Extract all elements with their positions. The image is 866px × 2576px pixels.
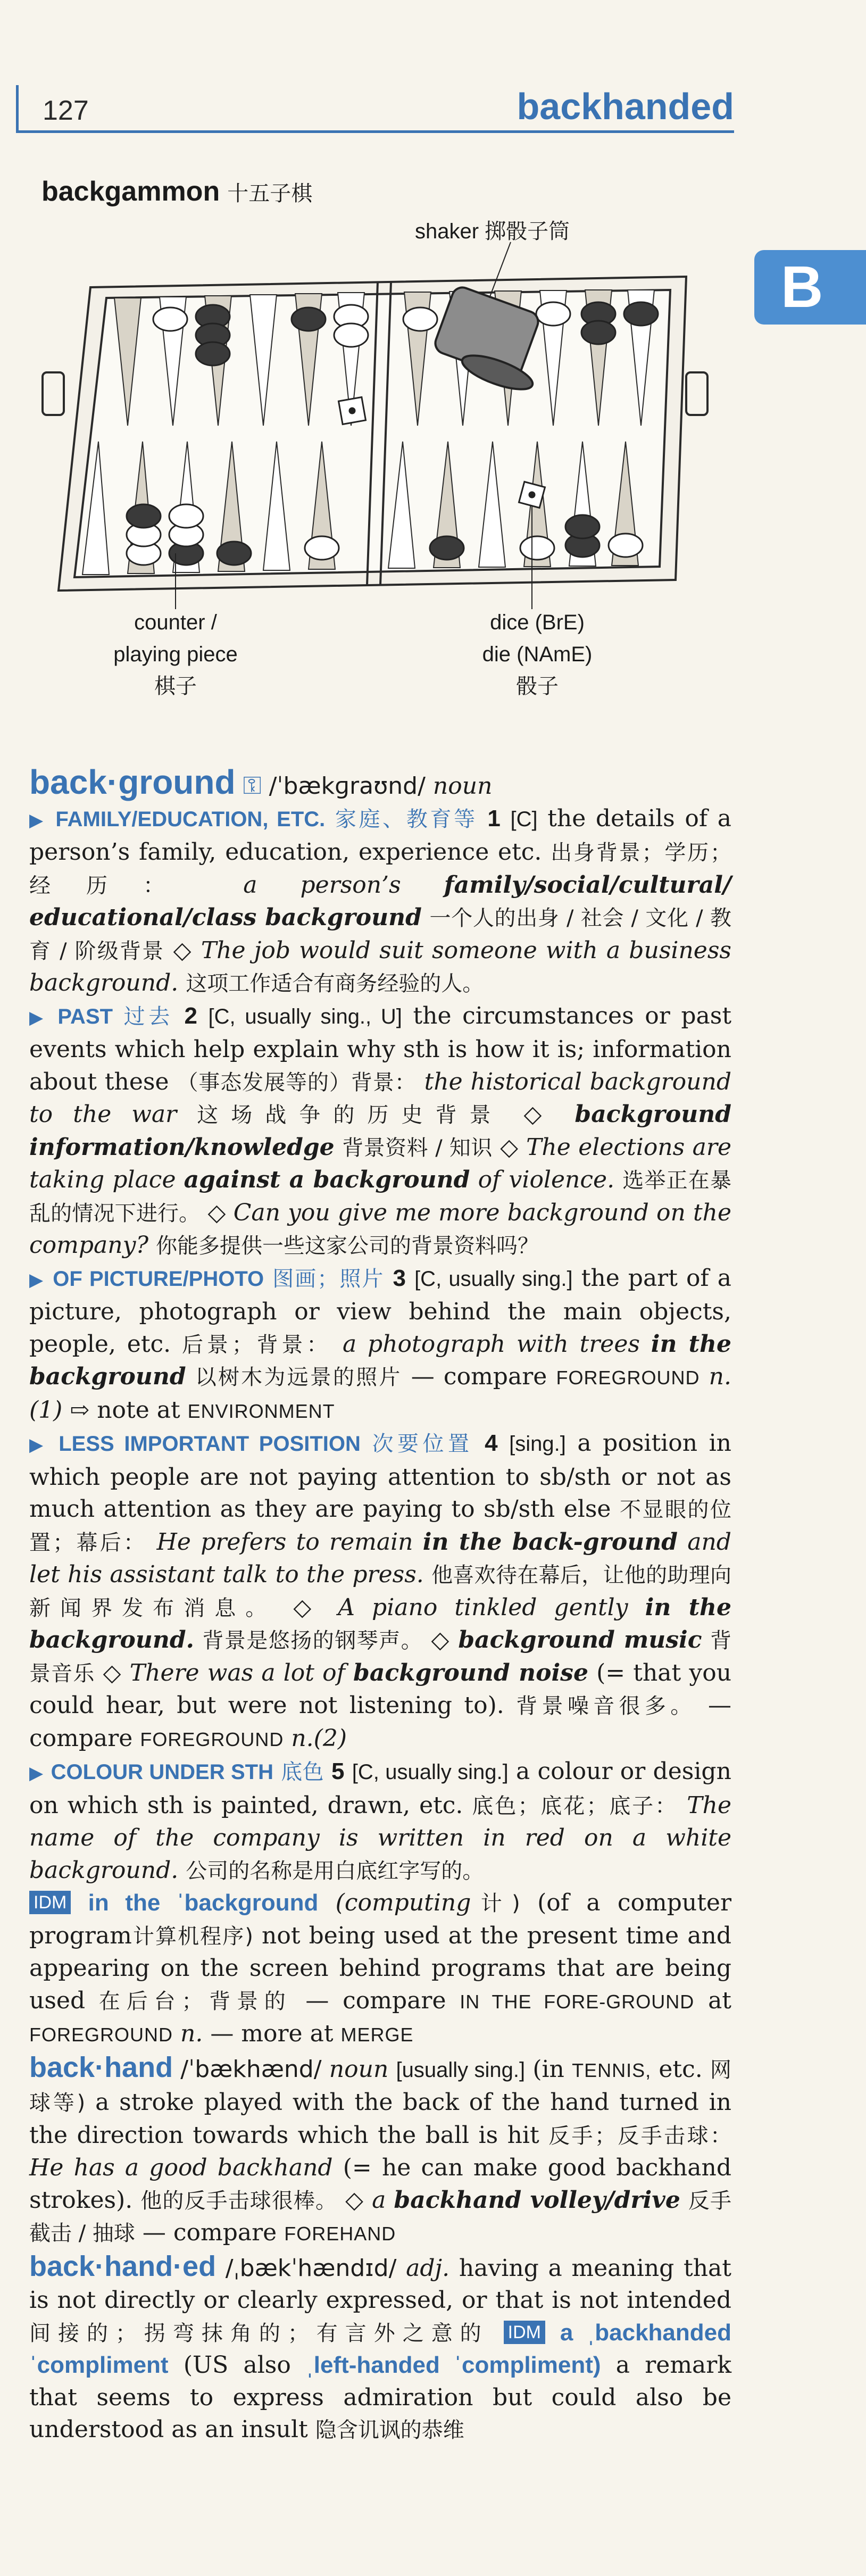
entry-background <box>29 763 732 2051</box>
grammar-code: [C] <box>510 807 538 831</box>
cross-reference-sense: n.(2) <box>291 1724 347 1752</box>
grammar-code: [C, usually sing.] <box>414 1267 573 1291</box>
definition-zh: 反手；反手击球： <box>548 2123 731 2148</box>
board-handle-left <box>43 372 64 415</box>
idiom-in-the-background <box>29 1887 731 2051</box>
definition: having a meaning that is not directly or clearly expressed, or that is not intended <box>29 2254 731 2314</box>
sense-arrow-icon: ▶ <box>29 1269 45 1291</box>
cross-reference-link[interactable]: TENNIS, <box>572 2059 652 2081</box>
idiom-definition: a remark that seems to express admiration but could also be understood as an insult <box>29 2351 731 2443</box>
sense-tag: OF PICTURE/PHOTO <box>53 1267 264 1291</box>
part-of-speech: adj. <box>406 2254 450 2282</box>
grammar-code: [C, usually sing.] <box>352 1760 509 1784</box>
example-zh: 选举正在暴乱的情况下进行。 <box>29 1168 731 1226</box>
example-collocation: backhand volley/drive <box>394 2186 680 2214</box>
sense-4: ▶ LESS IMPORTANT POSITION 次要位置 4 [sing.] a position in which people are not paying attention to sb/sth or not as much attention as they are paying to sb/sth else 不显眼的位置；幕后： He prefers to remain in the back-ground and let his assistant talk to the press. 他喜欢待在幕后，让他的助理向新闻界发布消息。 ◇ A piano tinkled gently in the background. 背景是悠扬的钢琴声。 ◇ background music 背景音乐 ◇ There was a lot of background noise (= that you could hear, but were not listening to). 背景噪音很多。 — compare FOREGROUND n.(2) <box>29 1430 732 1752</box>
idiom-definition-zh: 隐含讥讽的恭维 <box>315 2418 464 2442</box>
example: He prefers to remain <box>156 1528 413 1556</box>
sense-tag-zh: 图画；照片 <box>272 1266 385 1291</box>
guide-word: backhanded <box>517 86 734 127</box>
example-zh: 他的反手击球很棒。 <box>140 2188 338 2213</box>
thumb-index-tab: B <box>754 250 866 325</box>
cross-reference: — compare <box>142 2219 277 2246</box>
sense-arrow-icon: ▶ <box>29 1434 47 1456</box>
key-icon: ⚿ <box>243 771 262 800</box>
definition-zh: 间接的；拐弯抹角的；有言外之意的 <box>29 2321 489 2346</box>
context: etc. <box>659 2055 703 2083</box>
counter-label-line1: counter / <box>134 611 217 634</box>
backgammon-board-illustration <box>0 0 866 692</box>
example-collocation: background information/knowledge <box>29 1101 732 1161</box>
definition-zh: 底色；底花；底子： <box>472 1793 678 1818</box>
idiom-badge: IDM <box>29 1891 71 1914</box>
cross-reference: — compare <box>305 1987 446 2014</box>
cross-reference-link[interactable]: FOREHAND <box>284 2223 396 2245</box>
example-zh: 背景是悠扬的钢琴声。 <box>202 1628 423 1653</box>
context: (in <box>532 2055 564 2083</box>
example-collocation: family/social/cultural/ educational/class background <box>29 871 731 931</box>
cross-reference-sense: n. <box>180 2020 203 2047</box>
sense-number: 5 <box>331 1758 345 1784</box>
sense-tag: FAMILY/EDUCATION, ETC. <box>55 807 326 831</box>
dice-label <box>473 606 601 702</box>
definition-zh: （事态发展等的）背景： <box>177 1070 417 1095</box>
definition: a colour or design on which sth is painted, drawn, etc. <box>29 1758 731 1819</box>
dice-label-line1: dice (BrE) <box>490 611 585 634</box>
sense-number: 1 <box>487 805 501 832</box>
pronunciation: /ˈbækhænd/ <box>180 2055 322 2083</box>
example: The elections are taking place <box>29 1133 731 1193</box>
dice-label-zh: 骰子 <box>516 675 559 698</box>
page-number: 127 <box>43 95 89 126</box>
counter-label-zh: 棋子 <box>154 675 197 698</box>
sense-tag-zh: 底色 <box>281 1760 324 1784</box>
example: He has a good backhand <box>29 2154 333 2181</box>
cross-reference-link[interactable]: MERGE <box>340 2024 414 2046</box>
idiom-phrase: in the ˈbackground <box>88 1890 319 1916</box>
part-of-speech: noun <box>329 2055 389 2083</box>
cross-reference-link[interactable]: ENVIRONMENT <box>187 1400 335 1422</box>
register-label-zh: 计) <box>471 1891 520 1916</box>
cross-reference: — compare <box>29 1692 731 1752</box>
board-handle-right <box>686 372 707 415</box>
example-zh: 以树木为远景的照片 <box>195 1365 402 1390</box>
grammar-code: [C, usually sing., U] <box>208 1004 402 1028</box>
sense-arrow-icon: ▶ <box>29 1007 47 1028</box>
idiom-context-zh: 计算机程序) <box>131 1924 253 1949</box>
example-collocation: background noise <box>353 1659 588 1686</box>
example-collocation: against a background <box>184 1166 470 1193</box>
example-collocation: in the background. <box>29 1593 731 1653</box>
example: The job would suit someone with a business background. <box>29 936 732 996</box>
grammar-code: [sing.] <box>509 1432 566 1456</box>
example: There was a lot of <box>129 1659 345 1686</box>
definition-zh: 不显眼的位置；幕后： <box>29 1498 731 1555</box>
pronunciation: /ˌbækˈhændɪd/ <box>225 2254 397 2282</box>
shaker-label: shaker 掷骰子筒 <box>415 220 570 243</box>
pronunciation: /ˈbækɡraʊnd/ <box>269 772 426 800</box>
example-collocation: in the back-ground <box>422 1528 678 1556</box>
cross-reference-sense: n.(1) <box>29 1363 731 1424</box>
sense-1: ▶ FAMILY/EDUCATION, ETC. 家庭、教育等 1 [C] the details of a person’s family, education, experience etc. 出身背景；学历；经历： a person’s family/social/cultural/ educational/class background 一个人的出身 / 社会 / 文化 / 教育 / 阶级背景 ◇ The job would suit someone with a business background. 这项工作适合有商务经验的人。 <box>29 804 732 996</box>
sense-tag-zh: 次要位置 <box>372 1432 473 1456</box>
sense-number: 4 <box>485 1430 498 1456</box>
idiom-variant: ˌleft-handed ˈcompliment) <box>306 2352 601 2378</box>
definition-zh: 后景；背景： <box>182 1332 332 1357</box>
sense-tag-zh: 过去 <box>123 1004 173 1029</box>
definition: the details of a person’s family, education, experience etc. <box>29 804 731 866</box>
example: a person’s <box>243 871 401 899</box>
example-collocation: in the background <box>29 1330 731 1390</box>
illustration-title-zh: 十五子棋 <box>227 181 313 206</box>
register-label: (computing <box>335 1889 471 1916</box>
dictionary-entries <box>29 763 732 2447</box>
example-zh: 这场战争的历史背景 <box>197 1103 504 1127</box>
example: and let his assistant talk to the press. <box>29 1528 731 1588</box>
example: The name of the company is written in red on a white background. <box>29 1791 732 1884</box>
context-zh: 网球等) <box>29 2057 731 2115</box>
example-zh: 你能多提供一些这家公司的背景资料吗？ <box>156 1234 539 1258</box>
example: Can you give me more background on the company? <box>29 1199 732 1259</box>
entry-backhand: back·hand /ˈbækhænd/ noun [usually sing.] (in TENNIS, etc. 网球等) a stroke played with the back of the hand turned in the direction towards which the ball is hit 反手；反手击球： He has a good backhand (= he can make good backhand strokes). 他的反手击球很棒。 ◇ a backhand volley/drive 反手截击 / 抽球 — compare FOREHAND <box>29 2051 732 2246</box>
counter-label-line2: playing piece <box>113 643 238 666</box>
idiom-phrase: a ˌbackhanded ˈcompliment <box>29 2319 731 2378</box>
cross-reference: at <box>708 1987 731 2014</box>
counter-label <box>104 606 247 702</box>
example-zh: 他喜欢待在幕后，让他的助理向新闻界发布消息。 <box>29 1563 731 1621</box>
idiom-badge: IDM <box>504 2321 545 2344</box>
headword-backhand: back·hand <box>29 2051 173 2083</box>
idiom-context: (of a computer program <box>29 1889 731 1949</box>
grammar-code: [usually sing.] <box>396 2058 526 2082</box>
cross-reference: note at <box>97 1396 180 1424</box>
example-zh: 背景资料 / 知识 <box>342 1135 493 1160</box>
sense-2: ▶ PAST 过去 2 [C, usually sing., U] the circumstances or past events which help explain why sth is how it is; information about these （事态发展等的）背景： the historical background to the war 这场战争的历史背景 ◇ background information/knowledge 背景资料 / 知识 ◇ The elections are taking place against a background of violence. 选举正在暴乱的情况下进行。 ◇ Can you give me more background on the company? 你能多提供一些这家公司的背景资料吗？ <box>29 1002 732 1259</box>
definition-zh: 出身背景；学历；经历： <box>29 841 731 898</box>
example-zh: 这项工作适合有商务经验的人。 <box>186 971 484 996</box>
cross-reference: — compare <box>411 1363 547 1390</box>
example-zh: 公司的名称是用白底红字写的。 <box>186 1858 484 1883</box>
cross-reference-link[interactable]: FOREGROUND <box>556 1367 700 1389</box>
cross-reference-link[interactable]: FOREGROUND <box>29 2024 173 2046</box>
example: a <box>372 2186 386 2214</box>
part-of-speech: noun <box>432 772 493 800</box>
sense-arrow-icon: ▶ <box>29 1763 44 1784</box>
sense-tag: COLOUR UNDER STH <box>51 1760 273 1784</box>
sense-5 <box>29 1756 731 1887</box>
variant-label: also <box>243 2351 291 2379</box>
example-collocation: background music <box>458 1626 702 1653</box>
example: of violence. <box>478 1166 615 1193</box>
gloss: (= he can make good backhand strokes). <box>29 2154 731 2214</box>
definition: a stroke played with the back of the hand turned in the direction towards which the ball is hit <box>29 2089 731 2149</box>
definition: a position in which people are not paying attention to sb/sth or not as much attention as they are paying to sb/sth else <box>29 1430 731 1523</box>
headword-background: back·ground <box>29 763 236 801</box>
sense-tag: PAST <box>57 1004 113 1028</box>
example-zh: 反手截击 / 抽球 <box>29 2188 732 2246</box>
sense-arrow-icon: ▶ <box>29 809 46 831</box>
arrow-icon: ⇨ <box>70 1396 90 1424</box>
cross-reference: — more at <box>210 2020 334 2047</box>
example: A piano tinkled gently <box>338 1593 628 1621</box>
idiom-definition-zh: 在后台；背景的 <box>98 1989 292 2014</box>
definition: the part of a picture, photograph or view behind the main objects, people, etc. <box>29 1264 731 1358</box>
sense-number: 2 <box>184 1002 197 1029</box>
sense-number: 3 <box>393 1265 406 1291</box>
definition: the circumstances or past events which help explain why sth is how it is; information about these <box>29 1002 731 1095</box>
cross-reference-link[interactable]: IN THE FORE-GROUND <box>460 1990 695 2013</box>
example-zh: 一个人的出身 / 社会 / 文化 / 教育 / 阶级背景 <box>29 906 732 963</box>
cross-reference-link[interactable]: FOREGROUND <box>140 1728 284 1750</box>
sense-tag-zh: 家庭、教育等 <box>335 807 478 832</box>
variant-label: (US <box>183 2351 229 2379</box>
sense-tag: LESS IMPORTANT POSITION <box>59 1432 361 1456</box>
example-zh: 背景音乐 <box>29 1628 732 1686</box>
illustration-title-en: backgammon <box>41 176 220 207</box>
example: a photograph with trees <box>342 1330 640 1358</box>
gloss: (= that you could hear, but were not listening to). <box>29 1659 732 1719</box>
example: the historical background to the war <box>29 1068 731 1128</box>
example-zh: 背景噪音很多。 <box>516 1694 696 1718</box>
entry-backhanded <box>29 2250 731 2447</box>
idiom-definition: not being used at the present time and appearing on the screen behind programs that are being used <box>29 1922 731 2014</box>
dice-label-line2: die (NAmE) <box>482 643 593 666</box>
headword-backhanded: back·hand·ed <box>29 2250 216 2282</box>
sense-3 <box>29 1262 731 1428</box>
